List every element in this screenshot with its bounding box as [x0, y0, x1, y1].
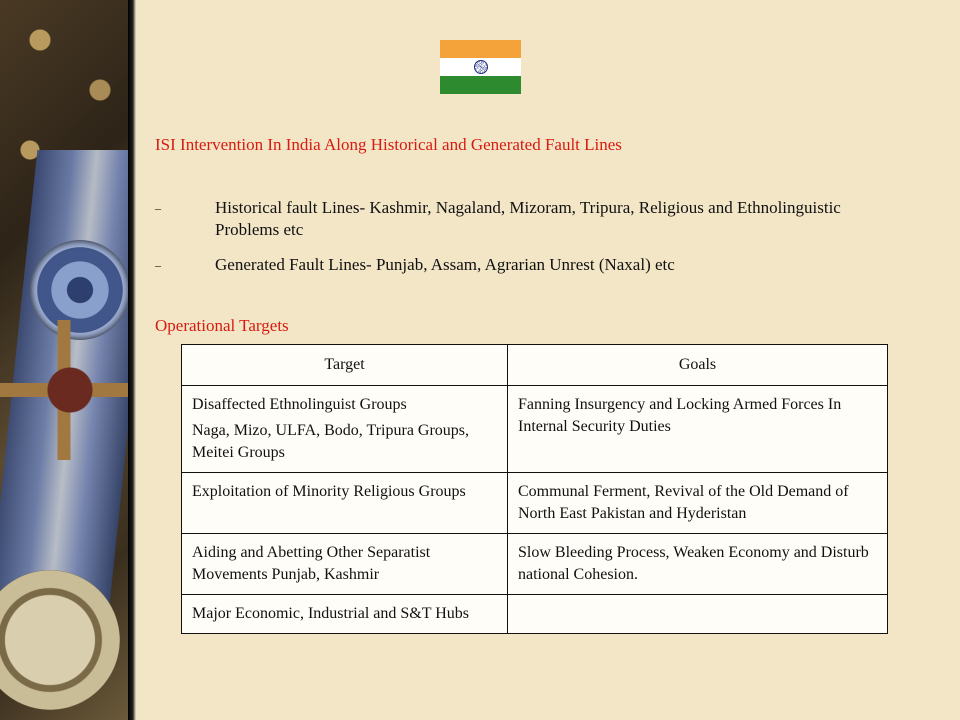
targets-table	[181, 344, 888, 634]
flag-green-band	[440, 76, 521, 94]
ashoka-chakra-icon	[474, 60, 488, 74]
flag-saffron-band	[440, 40, 521, 58]
target-cell	[182, 595, 508, 634]
goal-cell: Fanning Insurgency and Locking Armed Forces In Internal Security Duties	[508, 386, 888, 473]
fault-lines-list	[155, 197, 885, 289]
list-item	[155, 197, 885, 241]
bullet-dash: –	[155, 258, 161, 272]
table-row	[182, 534, 888, 595]
bullet-dash: –	[155, 201, 161, 215]
table-row	[182, 595, 888, 634]
medal-cross-graphic	[0, 320, 128, 460]
target-line: Disaffected Ethnolinguist Groups	[192, 396, 407, 413]
operational-targets-title: Operational Targets	[155, 316, 289, 335]
goal-cell	[508, 595, 888, 634]
slide-heading: ISI Intervention In India Along Historical and Generated Fault Lines	[155, 135, 622, 154]
table-row	[182, 386, 888, 473]
target-line: Naga, Mizo, ULFA, Bodo, Tripura Groups, Meitei Groups	[192, 422, 470, 461]
target-line: Exploitation of Minority Religious Groups	[192, 483, 466, 500]
side-divider	[128, 0, 136, 720]
list-item	[155, 254, 885, 276]
decorative-medal-image	[0, 0, 128, 720]
target-cell	[182, 534, 508, 595]
bullet-text: Historical fault Lines- Kashmir, Nagaland, Mizoram, Tripura, Religious and Ethnolinguistic Problems etc	[215, 198, 841, 239]
target-cell	[182, 386, 508, 473]
table-header-row	[182, 345, 888, 386]
target-cell	[182, 473, 508, 534]
goal-cell: Slow Bleeding Process, Weaken Economy and Disturb national Cohesion.	[508, 534, 888, 595]
goal-cell: Communal Ferment, Revival of the Old Demand of North East Pakistan and Hyderistan	[508, 473, 888, 534]
bullet-text: Generated Fault Lines- Punjab, Assam, Agrarian Unrest (Naxal) etc	[215, 255, 675, 274]
target-line: Aiding and Abetting Other Separatist Movements Punjab, Kashmir	[192, 544, 431, 583]
header-target: Target	[182, 345, 508, 386]
target-line: Major Economic, Industrial and S&T Hubs	[192, 605, 469, 622]
table-row	[182, 473, 888, 534]
header-goals: Goals	[508, 345, 888, 386]
indian-flag-icon	[440, 40, 521, 94]
flag-white-band	[440, 58, 521, 76]
